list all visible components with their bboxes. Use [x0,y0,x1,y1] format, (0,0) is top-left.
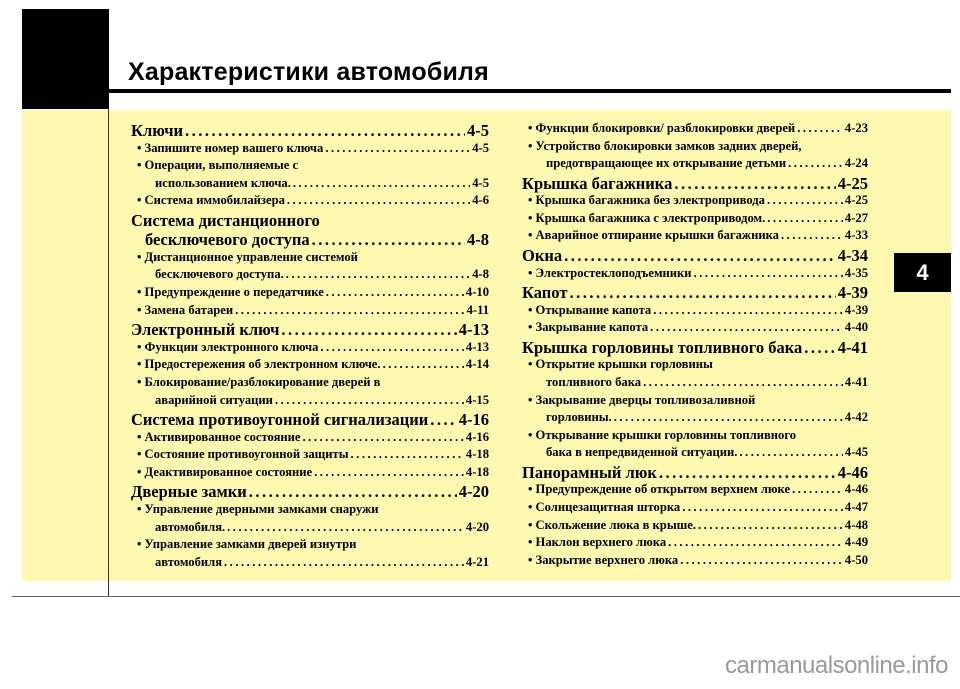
toc-page-number: 4-25 [844,193,868,208]
toc-entry-line [522,246,868,266]
toc-entry-title: • Открывание крышки горловины топливного [528,427,797,442]
toc-entry[interactable] [131,193,489,211]
toc-entry-line [131,340,489,358]
toc-entry-title: Крышка горловины топливного бака [522,337,803,357]
dot-leader [614,410,843,425]
dot-leader [312,230,465,250]
toc-entry[interactable] [131,158,489,193]
dot-leader [668,535,843,550]
dot-leader [314,465,464,480]
toc-entry-line [522,518,868,536]
dot-leader [767,193,843,208]
toc-entry[interactable] [131,447,489,465]
toc-page-number: 4-33 [844,228,868,243]
dot-leader [653,303,843,318]
toc-entry-line [131,447,489,465]
dot-leader [682,500,843,515]
dot-leader [286,267,470,282]
toc-entry-title-cont: бака в непредвиденной ситуации. [546,445,738,460]
toc-entry[interactable] [131,250,489,285]
toc-column-left [131,121,489,572]
dot-leader [792,482,843,497]
toc-entry-title: • Запишите номер вашего ключа [137,140,324,155]
toc-page-number: 4-13 [458,320,489,340]
title-divider [109,89,951,93]
dot-leader [650,320,843,335]
dot-leader [281,320,456,340]
toc-entry-line [522,228,868,246]
toc-entry-title: • Закрывание дверцы топливозаливной [528,392,756,407]
toc-entry-title: • Управление дверными замками снаружи [137,501,379,516]
toc-page-number: 4-24 [844,156,868,171]
toc-entry-title: • Операции, выполняемые с [137,158,299,173]
toc-page-number: 4-45 [844,445,868,460]
dot-leader [325,141,470,156]
toc-page-number: 4-42 [844,410,868,425]
toc-entry-title: • Крышка багажника с электроприводом. [528,210,766,225]
toc-entry-line [131,230,489,250]
toc-entry-line [522,156,868,174]
dot-leader [185,121,465,141]
toc-entry-line [131,141,489,159]
bottom-divider [12,596,960,597]
toc-page-number: 4-47 [844,500,868,514]
toc-entry-title: • Предупреждение об открытом верхнем люке [528,482,791,497]
toc-page-number: 4-8 [467,230,489,250]
toc-entry-title: • Функции блокировки/ разблокировки дверей [528,121,796,135]
toc-page-number: 4-25 [837,173,868,193]
toc-entry[interactable] [131,141,489,159]
toc-entry-title: Капот [522,283,568,303]
toc-entry[interactable] [131,537,489,572]
dot-leader [643,375,843,390]
dot-leader [383,357,464,372]
toc-entry[interactable] [522,553,868,571]
toc-entry-line [131,176,489,194]
toc-entry[interactable] [522,139,868,174]
toc-entry[interactable] [131,375,489,410]
toc-entry-title: Система дистанционного [131,210,320,230]
toc-entry-title: Электронный ключ [131,320,280,340]
toc-entry[interactable] [522,518,868,536]
toc-entry[interactable] [522,228,868,246]
toc-entry-line [522,193,868,211]
dot-leader [698,518,843,533]
toc-page-number: 4-15 [465,392,489,407]
toc-entry[interactable] [522,246,868,266]
chapter-corner-block [22,9,109,109]
toc-page-number: 4-39 [844,302,868,317]
toc-entry-line [522,535,868,553]
dot-leader [351,447,464,462]
toc-entry-line [131,430,489,448]
toc-page-number: 4-21 [465,554,489,569]
dot-leader [287,193,470,208]
toc-entry-line [522,121,868,139]
toc-entry-line [522,428,868,446]
toc-page-number: 4-8 [472,267,489,282]
toc-page-number: 4-10 [465,285,489,300]
toc-entry[interactable] [522,320,868,338]
toc-entry-title-cont: топливного бака [546,374,642,389]
toc-page-number: 4-34 [837,246,868,266]
toc-page-number: 4-23 [844,121,868,135]
toc-entry[interactable] [522,535,868,553]
toc-entry-line [131,211,489,231]
toc-page-number: 4-40 [844,320,868,335]
dot-leader [674,174,835,194]
dot-leader [320,340,464,355]
toc-entry-title: • Блокирование/разблокирование дверей в [137,374,381,389]
dot-leader [227,520,464,535]
dot-leader [430,410,456,430]
toc-page-number: 4-39 [837,283,868,303]
toc-page-number: 4-48 [844,517,868,532]
toc-page-number: 4-49 [844,535,868,550]
toc-entry[interactable] [131,482,489,502]
dot-leader [564,246,836,266]
dot-leader [788,156,843,171]
toc-entry[interactable] [131,340,489,358]
toc-page-number: 4-20 [458,482,489,502]
toc-entry-title-cont: аварийной ситуации [155,392,273,407]
toc-entry-title: • Функции электронного ключа [137,339,319,354]
toc-entry-line [131,393,489,411]
toc-entry-title: Система противоугонной сигнализации [131,410,429,430]
toc-entry-line [131,375,489,393]
toc-page-number: 4-16 [458,410,489,430]
toc-page-number: 4-27 [844,210,868,225]
toc-entry-line [522,211,868,229]
toc-entry-title: • Закрытие верхнего люка [528,552,679,567]
toc-entry-line [131,285,489,303]
toc-entry-line [131,555,489,573]
toc-entry-title: • Предостережения об электронном ключе. [137,357,381,372]
toc-entry-title-cont: бесключевого доступа [145,230,310,250]
toc-entry[interactable] [131,211,489,250]
toc-entry-line [522,266,868,284]
toc-page-number: 4-6 [472,193,489,208]
toc-entry[interactable] [131,465,489,483]
toc-entry[interactable] [522,338,868,358]
toc-entry[interactable] [522,428,868,463]
toc-entry-title-cont: горловины. [546,410,612,425]
dot-leader [235,303,464,318]
toc-entry-title: • Солнцезащитная шторка [528,500,681,514]
chapter-tab[interactable]: 4 [894,253,951,292]
toc-page-number: 4-11 [466,302,489,317]
dot-leader [326,285,464,300]
toc-entry-title: Ключи [131,121,184,140]
toc-entry-line [131,357,489,375]
toc-entry-line [131,537,489,555]
dot-leader [804,338,835,358]
toc-entry-title: • Деактивированное состояние [137,464,313,479]
toc-entry-title: • Открывание капота [528,302,652,317]
toc-entry-title: Панорамный люк [522,462,657,482]
toc-entry[interactable] [131,410,489,430]
toc-entry-title-cont: бесключевого доступа. [155,267,284,282]
toc-page-number: 4-5 [467,121,489,140]
toc-entry-line [131,121,489,141]
toc-entry-line [522,410,868,428]
toc-entry-title: • Аварийное отпирание крышки багажника [528,228,779,243]
toc-page-number: 4-16 [465,429,489,444]
toc-entry-title-cont: предотвращающее их открывание детьми [546,156,787,171]
toc-entry[interactable] [522,266,868,284]
dot-leader [767,211,843,226]
toc-page-number: 4-41 [844,374,868,389]
toc-entry[interactable] [522,500,868,518]
dot-leader [224,555,464,570]
toc-entry[interactable] [131,121,489,141]
dot-leader [293,176,470,191]
toc-page-number: 4-14 [465,357,489,372]
toc-entry-title-cont: использованием ключа. [155,175,291,190]
toc-entry-line [522,500,868,518]
toc-entry-line [131,193,489,211]
toc-entry[interactable] [131,303,489,321]
toc-entry[interactable] [522,174,868,194]
toc-entry-line [522,375,868,393]
toc-column-right [522,121,868,570]
toc-entry-title: • Состояние противоугонной защиты [137,447,349,462]
toc-entry-line [131,303,489,321]
toc-page-number: 4-41 [837,337,868,357]
toc-entry-title: • Открытие крышки горловины [528,357,713,372]
margin-line-lower [108,109,109,597]
dot-leader [797,121,843,136]
toc-entry[interactable] [131,357,489,375]
toc-entry-line [522,357,868,375]
toc-page-number: 4-18 [465,447,489,462]
toc-entry-line [522,393,868,411]
toc-entry-title-cont: автомобиля. [155,519,226,534]
dot-leader [303,430,464,445]
dot-leader [659,463,836,483]
toc-entry[interactable] [522,357,868,392]
toc-entry-line [522,338,868,358]
dot-leader [249,482,457,502]
dot-leader [739,445,843,460]
toc-page-number: 4-20 [465,519,489,534]
toc-entry-line [131,250,489,268]
toc-entry-title: Окна [522,246,563,266]
toc-entry-title: • Дистанционное управление системой [137,249,358,264]
toc-entry-line [522,482,868,500]
toc-entry-title: • Закрывание капота [528,320,649,335]
toc-entry-title: • Управление замками дверей изнутри [137,537,357,552]
toc-page-number: 4-5 [472,175,489,190]
toc-page-number: 4-13 [465,339,489,354]
toc-entry[interactable] [522,393,868,428]
toc-entry-title: • Устройство блокировки замков задних дверей, [528,138,802,153]
dot-leader [569,283,835,303]
dot-leader [781,228,843,243]
toc-entry-line [522,463,868,483]
toc-entry-line [131,465,489,483]
toc-entry[interactable] [522,121,868,139]
toc-entry[interactable] [131,285,489,303]
page-title: Характеристики автомобиля [128,58,489,86]
toc-entry-line [522,303,868,321]
dot-leader [275,393,464,408]
toc-entry-line [522,445,868,463]
toc-page-number: 4-50 [844,552,868,567]
toc-page-number: 4-46 [844,482,868,497]
toc-page-number: 4-35 [844,265,868,280]
toc-entry-title: • Активированное состояние [137,429,301,444]
toc-entry-title: • Электростеклоподъемники [528,265,692,280]
toc-entry-line [522,553,868,571]
toc-entry[interactable] [131,502,489,537]
toc-page-number: 4-46 [837,462,868,482]
toc-entry-line [522,320,868,338]
toc-entry-line [522,283,868,303]
toc-entry-title: • Крышка багажника без электропривода [528,193,765,208]
dot-leader [694,266,843,281]
watermark: carmanualsonline.info [725,652,948,679]
toc-entry-line [131,158,489,176]
dot-leader [680,553,843,568]
toc-entry-line [131,320,489,340]
toc-entry-title: • Наклон верхнего люка [528,535,667,550]
toc-entry[interactable] [522,482,868,500]
toc-entry-title-cont: автомобиля [155,554,223,569]
toc-page-number: 4-5 [472,140,489,155]
toc-entry-title: • Предупреждение о передатчике [137,285,324,300]
toc-entry-title: • Замена батареи [137,302,234,317]
toc-entry-line [131,502,489,520]
toc-entry[interactable] [522,283,868,303]
toc-entry-line [131,520,489,538]
toc-entry-title: • Система иммобилайзера [137,193,285,208]
toc-entry[interactable] [522,303,868,321]
toc-entry[interactable] [131,430,489,448]
toc-entry-title: Дверные замки [131,482,247,502]
toc-page-number: 4-18 [465,464,489,479]
toc-entry-line [131,267,489,285]
toc-entry[interactable] [522,211,868,229]
toc-entry[interactable] [131,320,489,340]
toc-entry-title: • Скольжение люка в крыше. [528,517,697,532]
toc-entry-line [131,482,489,502]
toc-entry[interactable] [522,463,868,483]
toc-entry-line [522,174,868,194]
toc-entry[interactable] [522,193,868,211]
toc-entry-title: Крышка багажника [522,173,673,193]
toc-entry-line [131,410,489,430]
toc-entry-line [522,139,868,157]
